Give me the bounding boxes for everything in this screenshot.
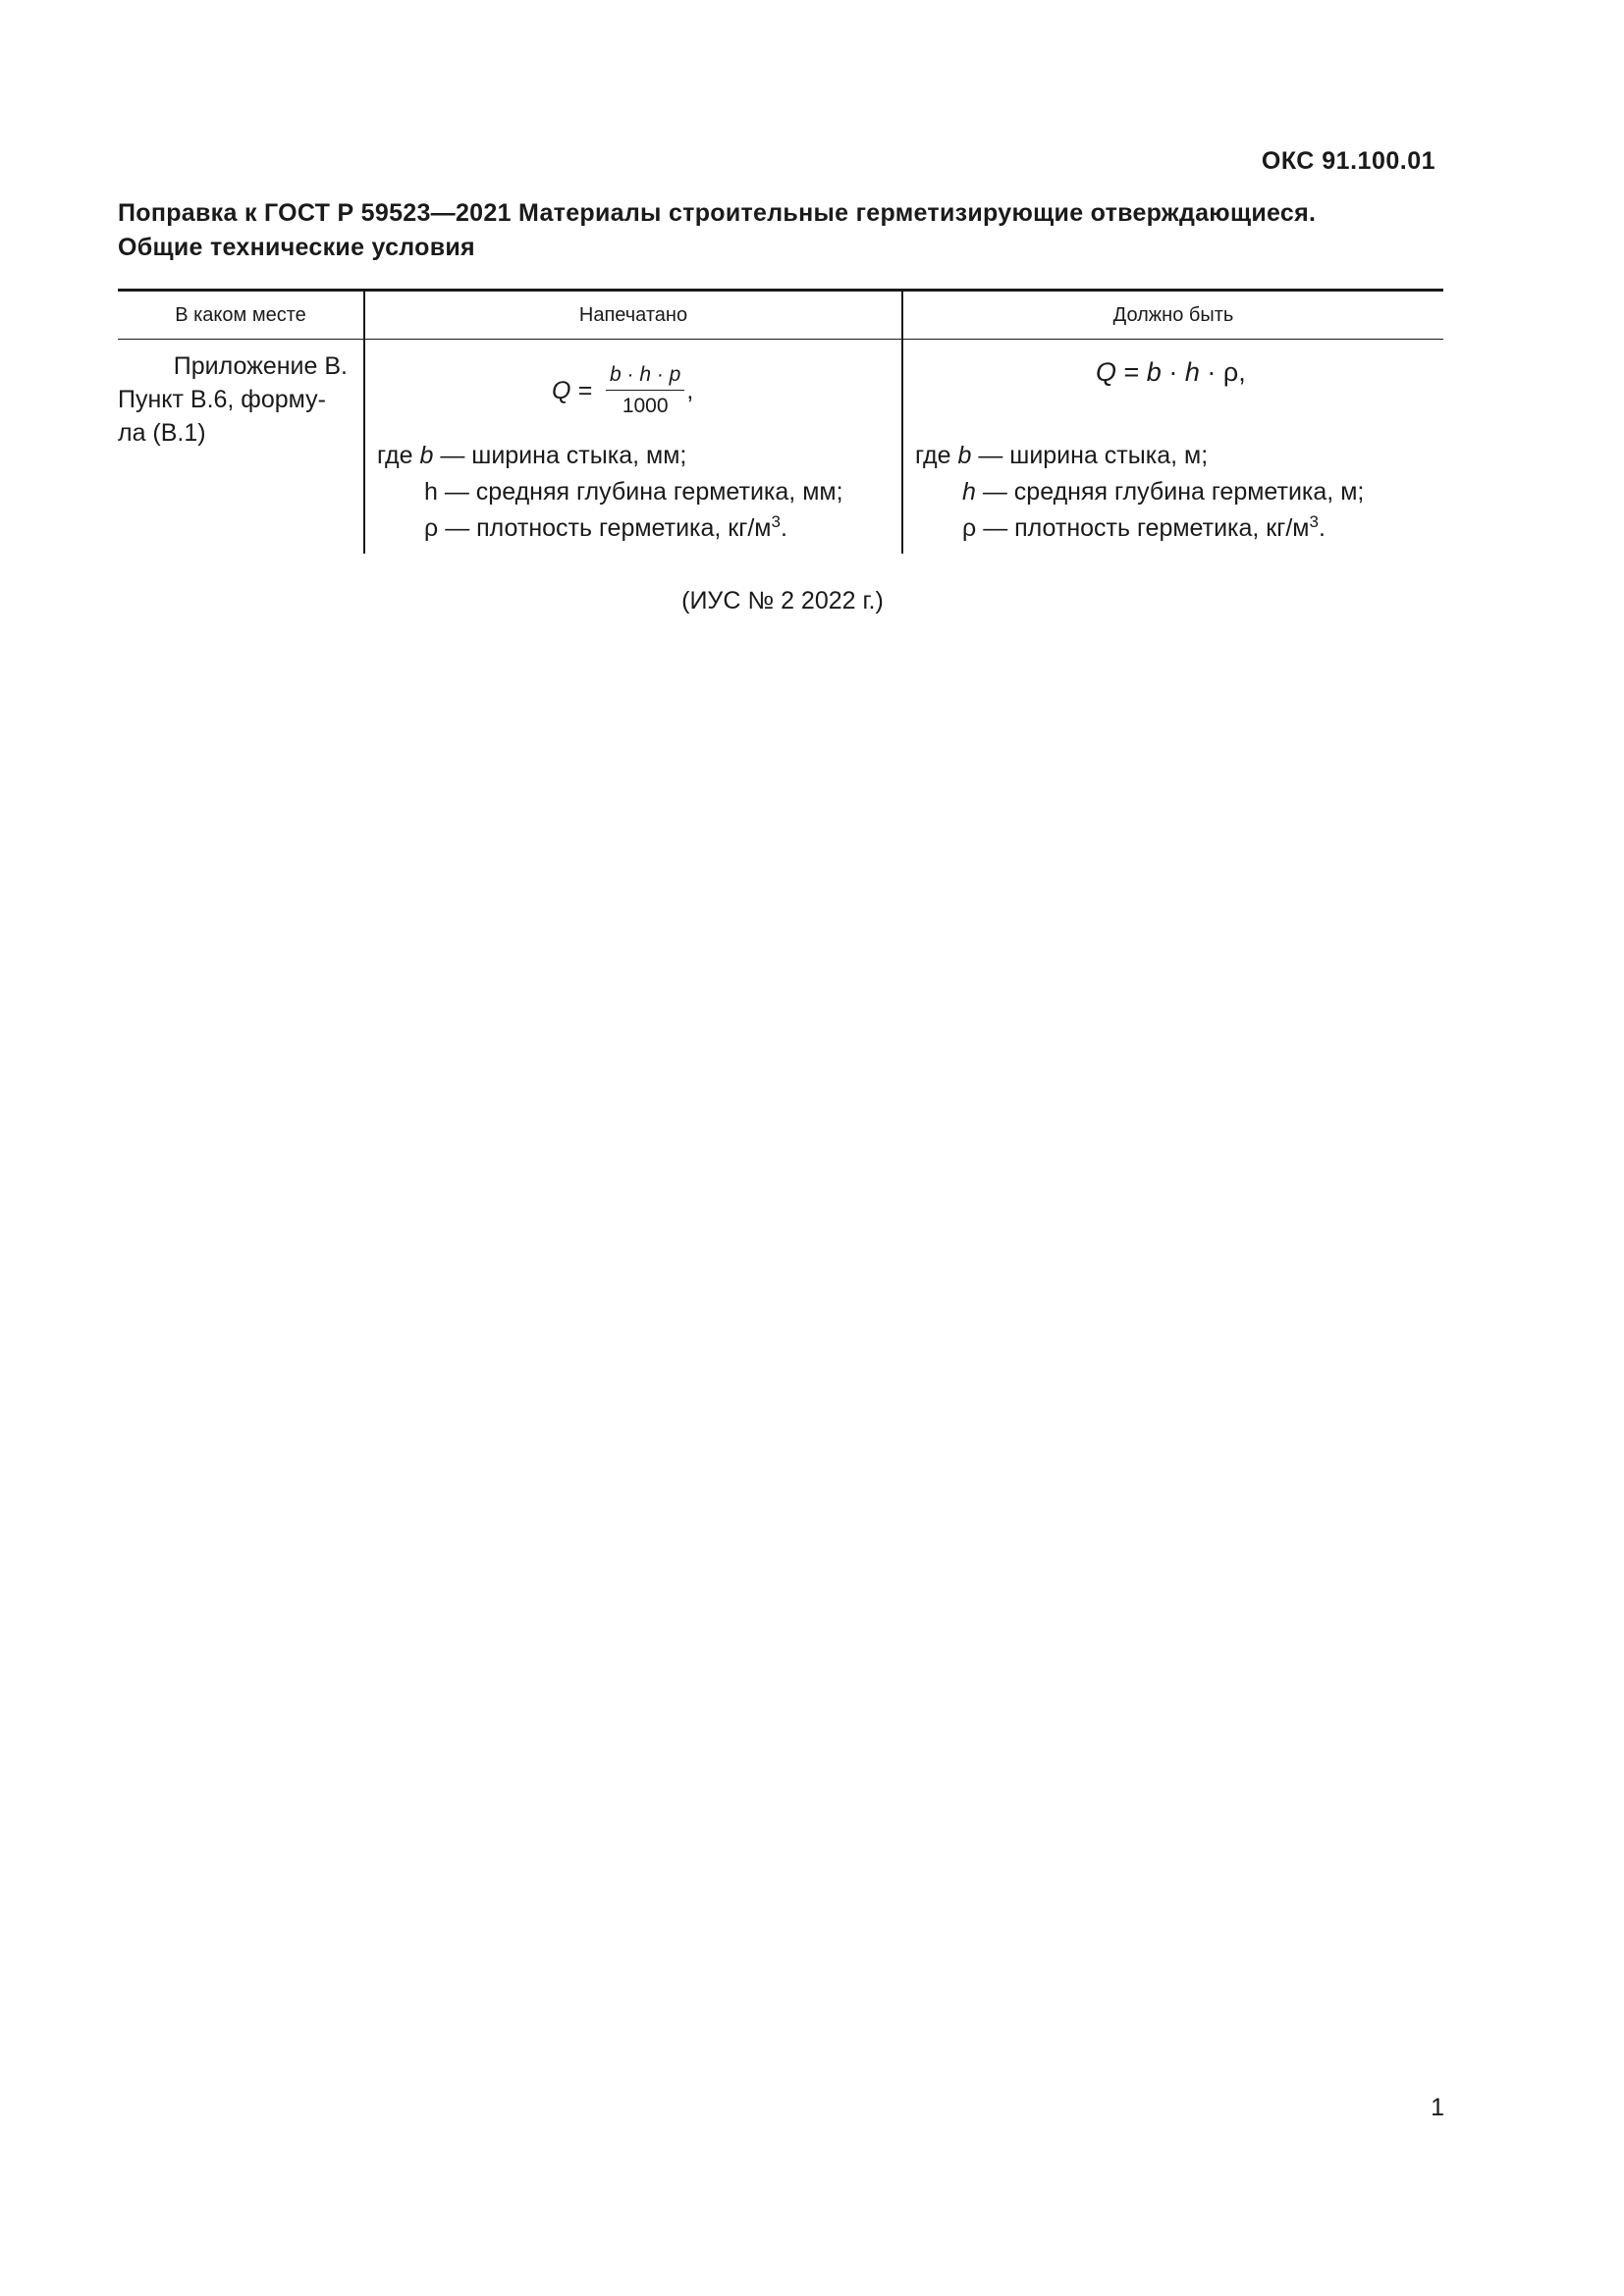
table-row [118, 340, 1443, 554]
correct-formula-rho: ρ, [1222, 357, 1246, 387]
legend-end: . [780, 514, 787, 542]
column-header-printed: Напечатано [365, 292, 903, 339]
document-title [118, 196, 1443, 265]
printed-legend-b [377, 438, 843, 474]
legend-text-b: — ширина стыка, м; [978, 442, 1209, 469]
legend-var-b: b [957, 442, 972, 469]
printed-formula [552, 363, 693, 418]
correct-formula-dot: · [1161, 357, 1185, 387]
correct-legend [915, 438, 1364, 547]
title-line-1: Поправка к ГОСТ Р 59523—2021 Материалы строительные герметизирующие отверждающиеся. [118, 199, 1317, 227]
legend-var-rho: ρ [424, 514, 439, 542]
ius-reference: (ИУС № 2 2022 г.) [681, 587, 884, 614]
legend-prefix: где [915, 442, 951, 469]
correct-formula-q: Q [1096, 357, 1117, 387]
correct-formula-eq: = [1116, 357, 1147, 387]
table-header [118, 292, 1443, 340]
correct-formula-h: h [1184, 357, 1200, 387]
legend-text-b: — ширина стыка, мм; [440, 442, 687, 469]
printed-formula-fraction [606, 363, 684, 418]
legend-text-rho: — плотность герметика, кг/м [983, 514, 1310, 542]
cell-printed [365, 340, 903, 554]
printed-legend [377, 438, 843, 547]
correct-formula-dot: · [1199, 357, 1223, 387]
legend-var-h: h [962, 478, 976, 506]
place-line-2: Пункт В.6, форму- [118, 386, 326, 413]
column-header-place: В каком месте [118, 292, 365, 339]
title-line-2: Общие технические условия [118, 234, 475, 261]
correct-legend-b [915, 438, 1364, 474]
oks-code: ОКС 91.100.01 [1261, 147, 1435, 175]
printed-formula-denominator: 1000 [622, 395, 669, 417]
legend-text-h: — средняя глубина герметика, м; [982, 478, 1365, 506]
correct-formula-b: b [1146, 357, 1162, 387]
correct-legend-h [915, 474, 1364, 510]
legend-sup: 3 [1309, 512, 1319, 531]
page-number: 1 [1431, 2094, 1444, 2121]
legend-var-b: b [419, 442, 434, 469]
place-line-3: ла (В.1) [118, 419, 206, 447]
legend-var-rho: ρ [962, 514, 977, 542]
legend-sup: 3 [771, 512, 781, 531]
cell-place [118, 340, 365, 554]
amendment-table [118, 289, 1443, 554]
legend-var-h: h [424, 478, 438, 506]
printed-legend-rho [377, 510, 843, 547]
cell-correct [903, 340, 1443, 554]
legend-end: . [1318, 514, 1326, 542]
legend-text-rho: — плотность герметика, кг/м [445, 514, 772, 542]
place-line-1: Приложение В. [173, 352, 348, 380]
correct-formula [1096, 357, 1246, 388]
printed-formula-tail: , [686, 376, 694, 404]
legend-prefix: где [377, 442, 413, 469]
printed-formula-numerator: b · h · p [606, 363, 684, 391]
printed-legend-h [377, 474, 843, 510]
legend-text-h: — средняя глубина герметика, мм; [444, 478, 843, 506]
correct-legend-rho [915, 510, 1364, 547]
column-header-correct: Должно быть [1112, 303, 1234, 326]
printed-formula-lhs: Q = [552, 376, 592, 404]
